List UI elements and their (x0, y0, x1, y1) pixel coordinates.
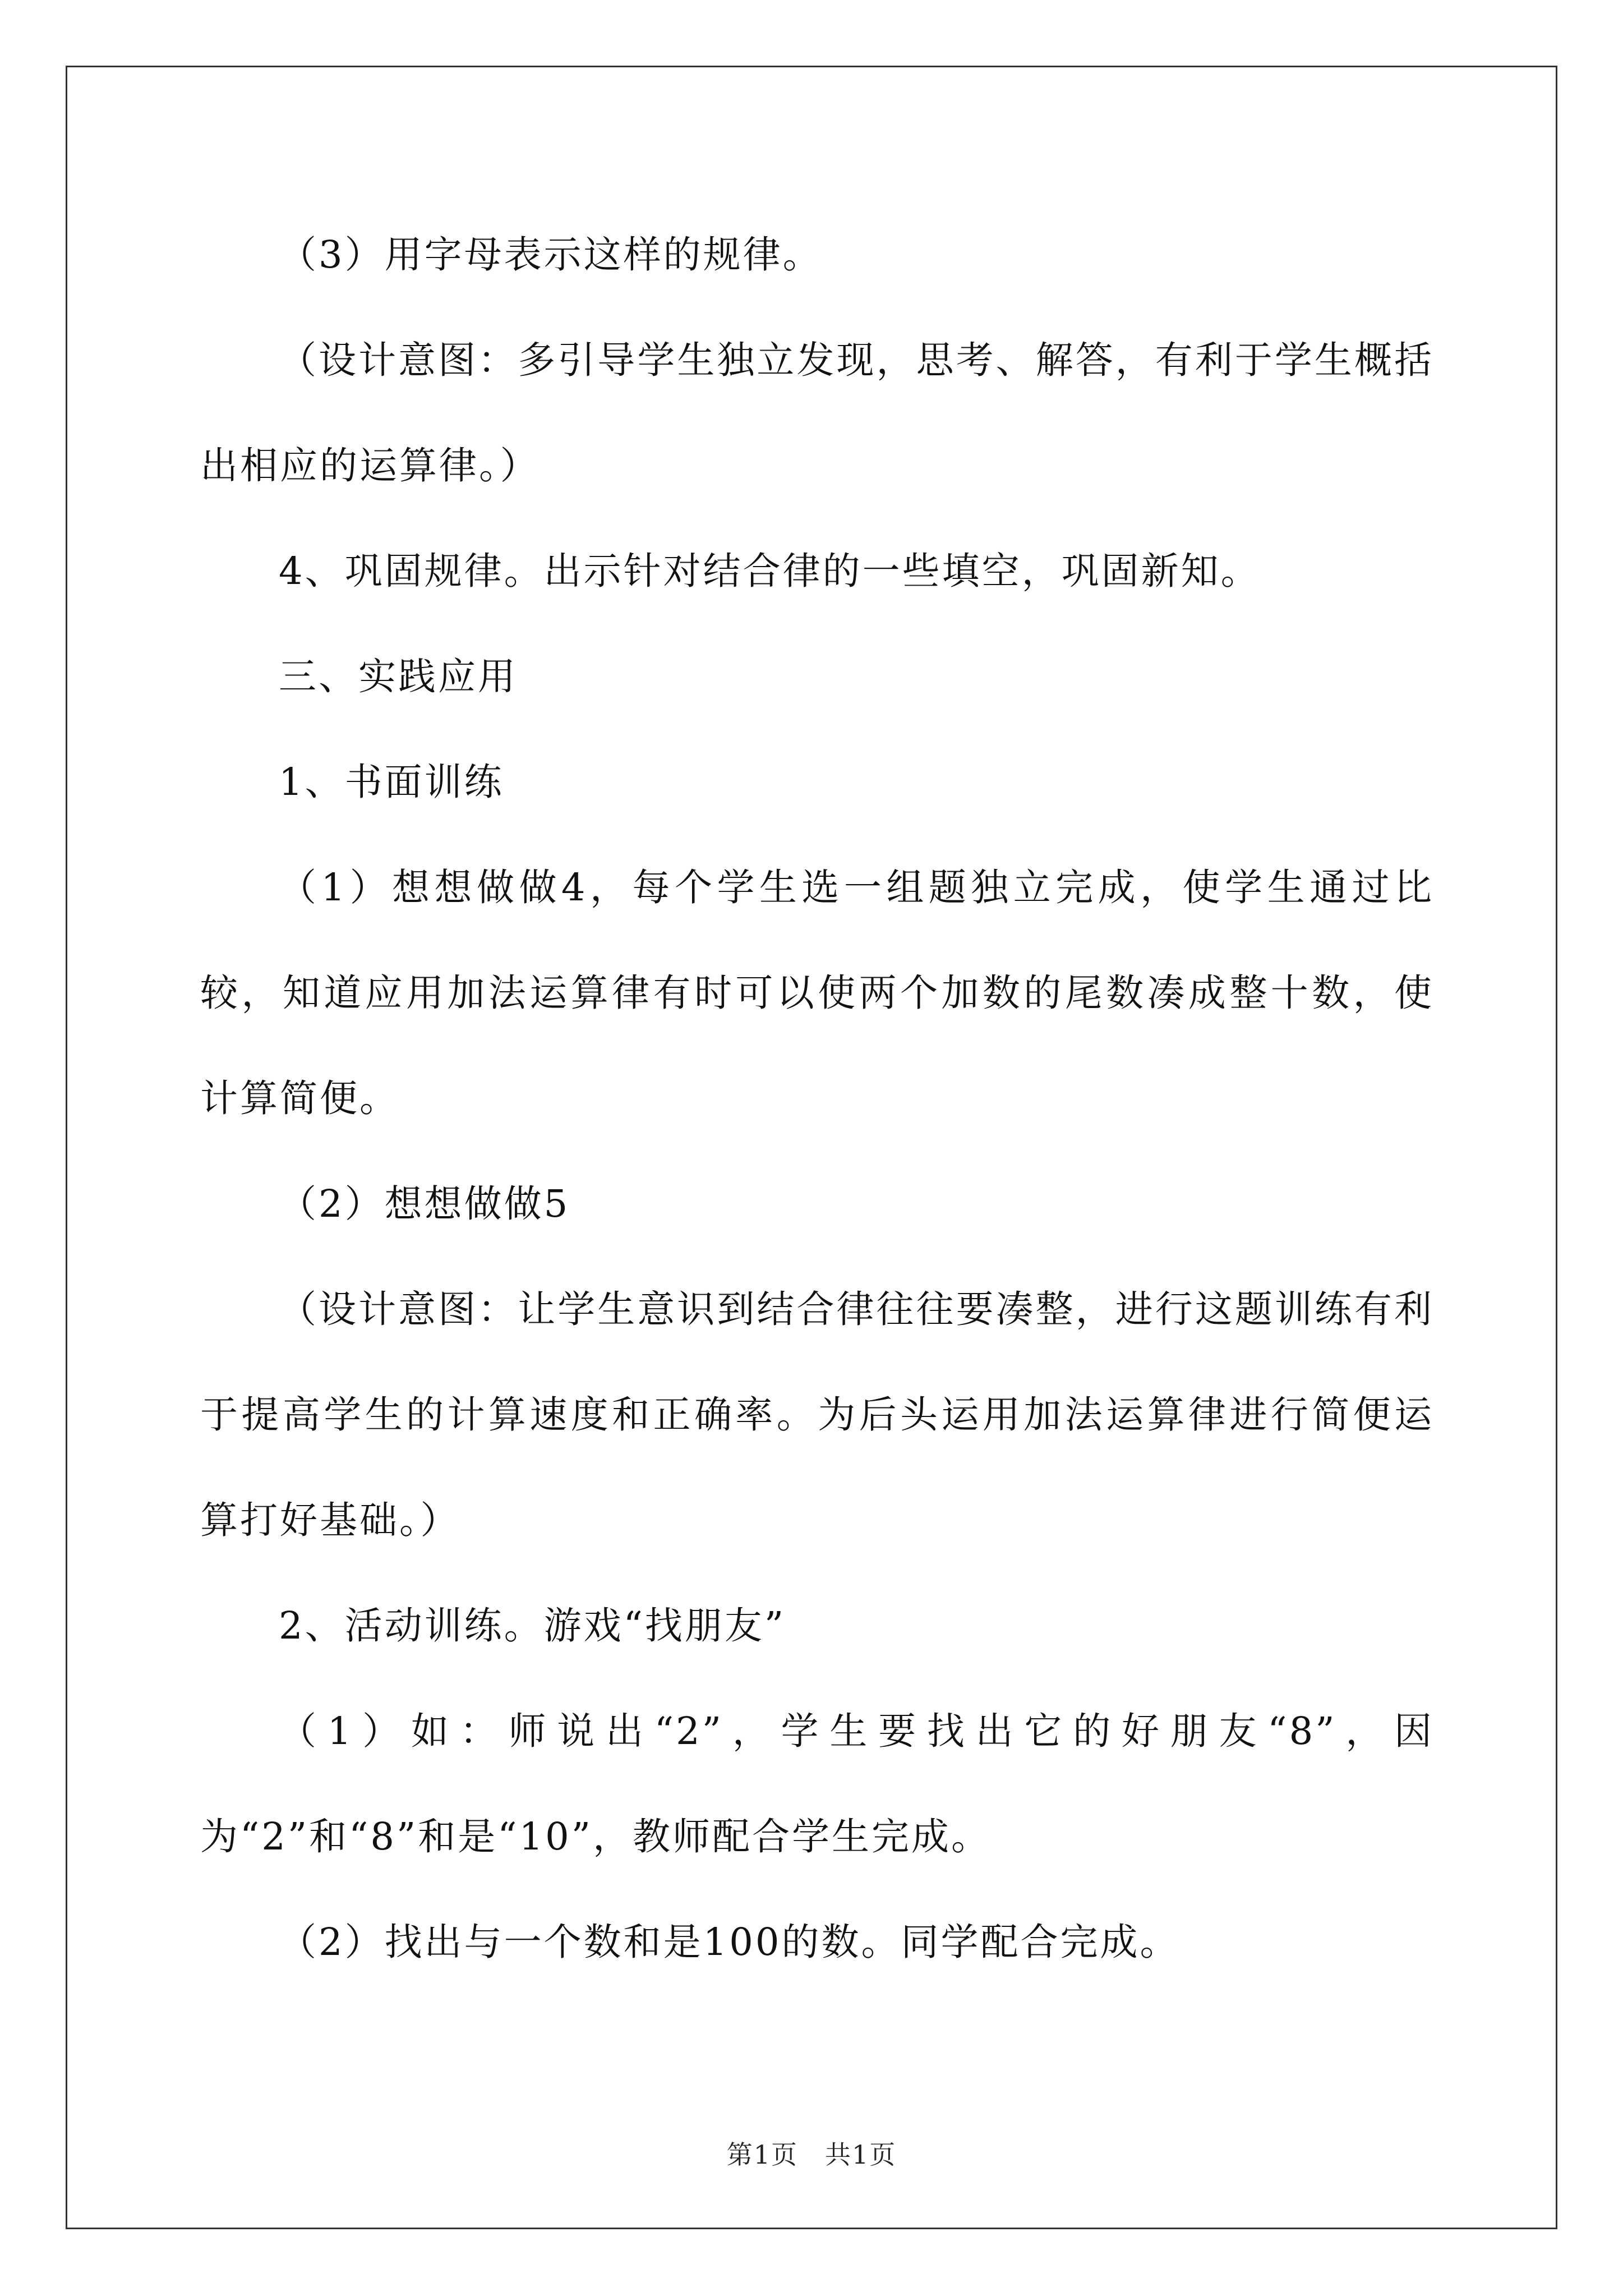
paragraph-consolidate-rule: 4、巩固规律。出示针对结合律的一些填空，巩固新知。 (279, 549, 1261, 593)
subheading-activity-training: 2、活动训练。游戏“找朋友” (279, 1604, 786, 1648)
paragraph-find-friend-example: （1）如：师说出“2”，学生要找出它的好朋友“8”，因为“2”和“8”和是“10”，教师配合学生完成。 (200, 1709, 1434, 1858)
subheading-written-training: 1、书面训练 (279, 760, 504, 804)
document-body (200, 202, 1434, 1995)
paragraph-step-3-letters: （3）用字母表示这样的规律。 (279, 233, 823, 277)
paragraph-design-intent-2: （设计意图：让学生意识到结合律往往要凑整，进行这题训练有利于提高学生的计算速度和正确率。为后头运用加法运算律进行简便运算打好基础。） (200, 1287, 1434, 1542)
paragraph-exercise-5: （2）想想做做5 (279, 1182, 570, 1226)
paragraph-exercise-4: （1）想想做做4，每个学生选一组题独立完成，使学生通过比较，知道应用加法运算律有时可以使两个加数的尾数凑成整十数，使计算简便。 (200, 866, 1434, 1120)
section-heading-practice: 三、实践应用 (279, 655, 518, 698)
paragraph-sum-100: （2）找出与一个数和是100的数。同学配合完成。 (279, 1920, 1180, 1964)
page-footer: 第1页 共1页 (726, 2139, 897, 2170)
paragraph-design-intent-1: （设计意图：多引导学生独立发现，思考、解答，有利于学生概括出相应的运算律。） (200, 338, 1434, 487)
